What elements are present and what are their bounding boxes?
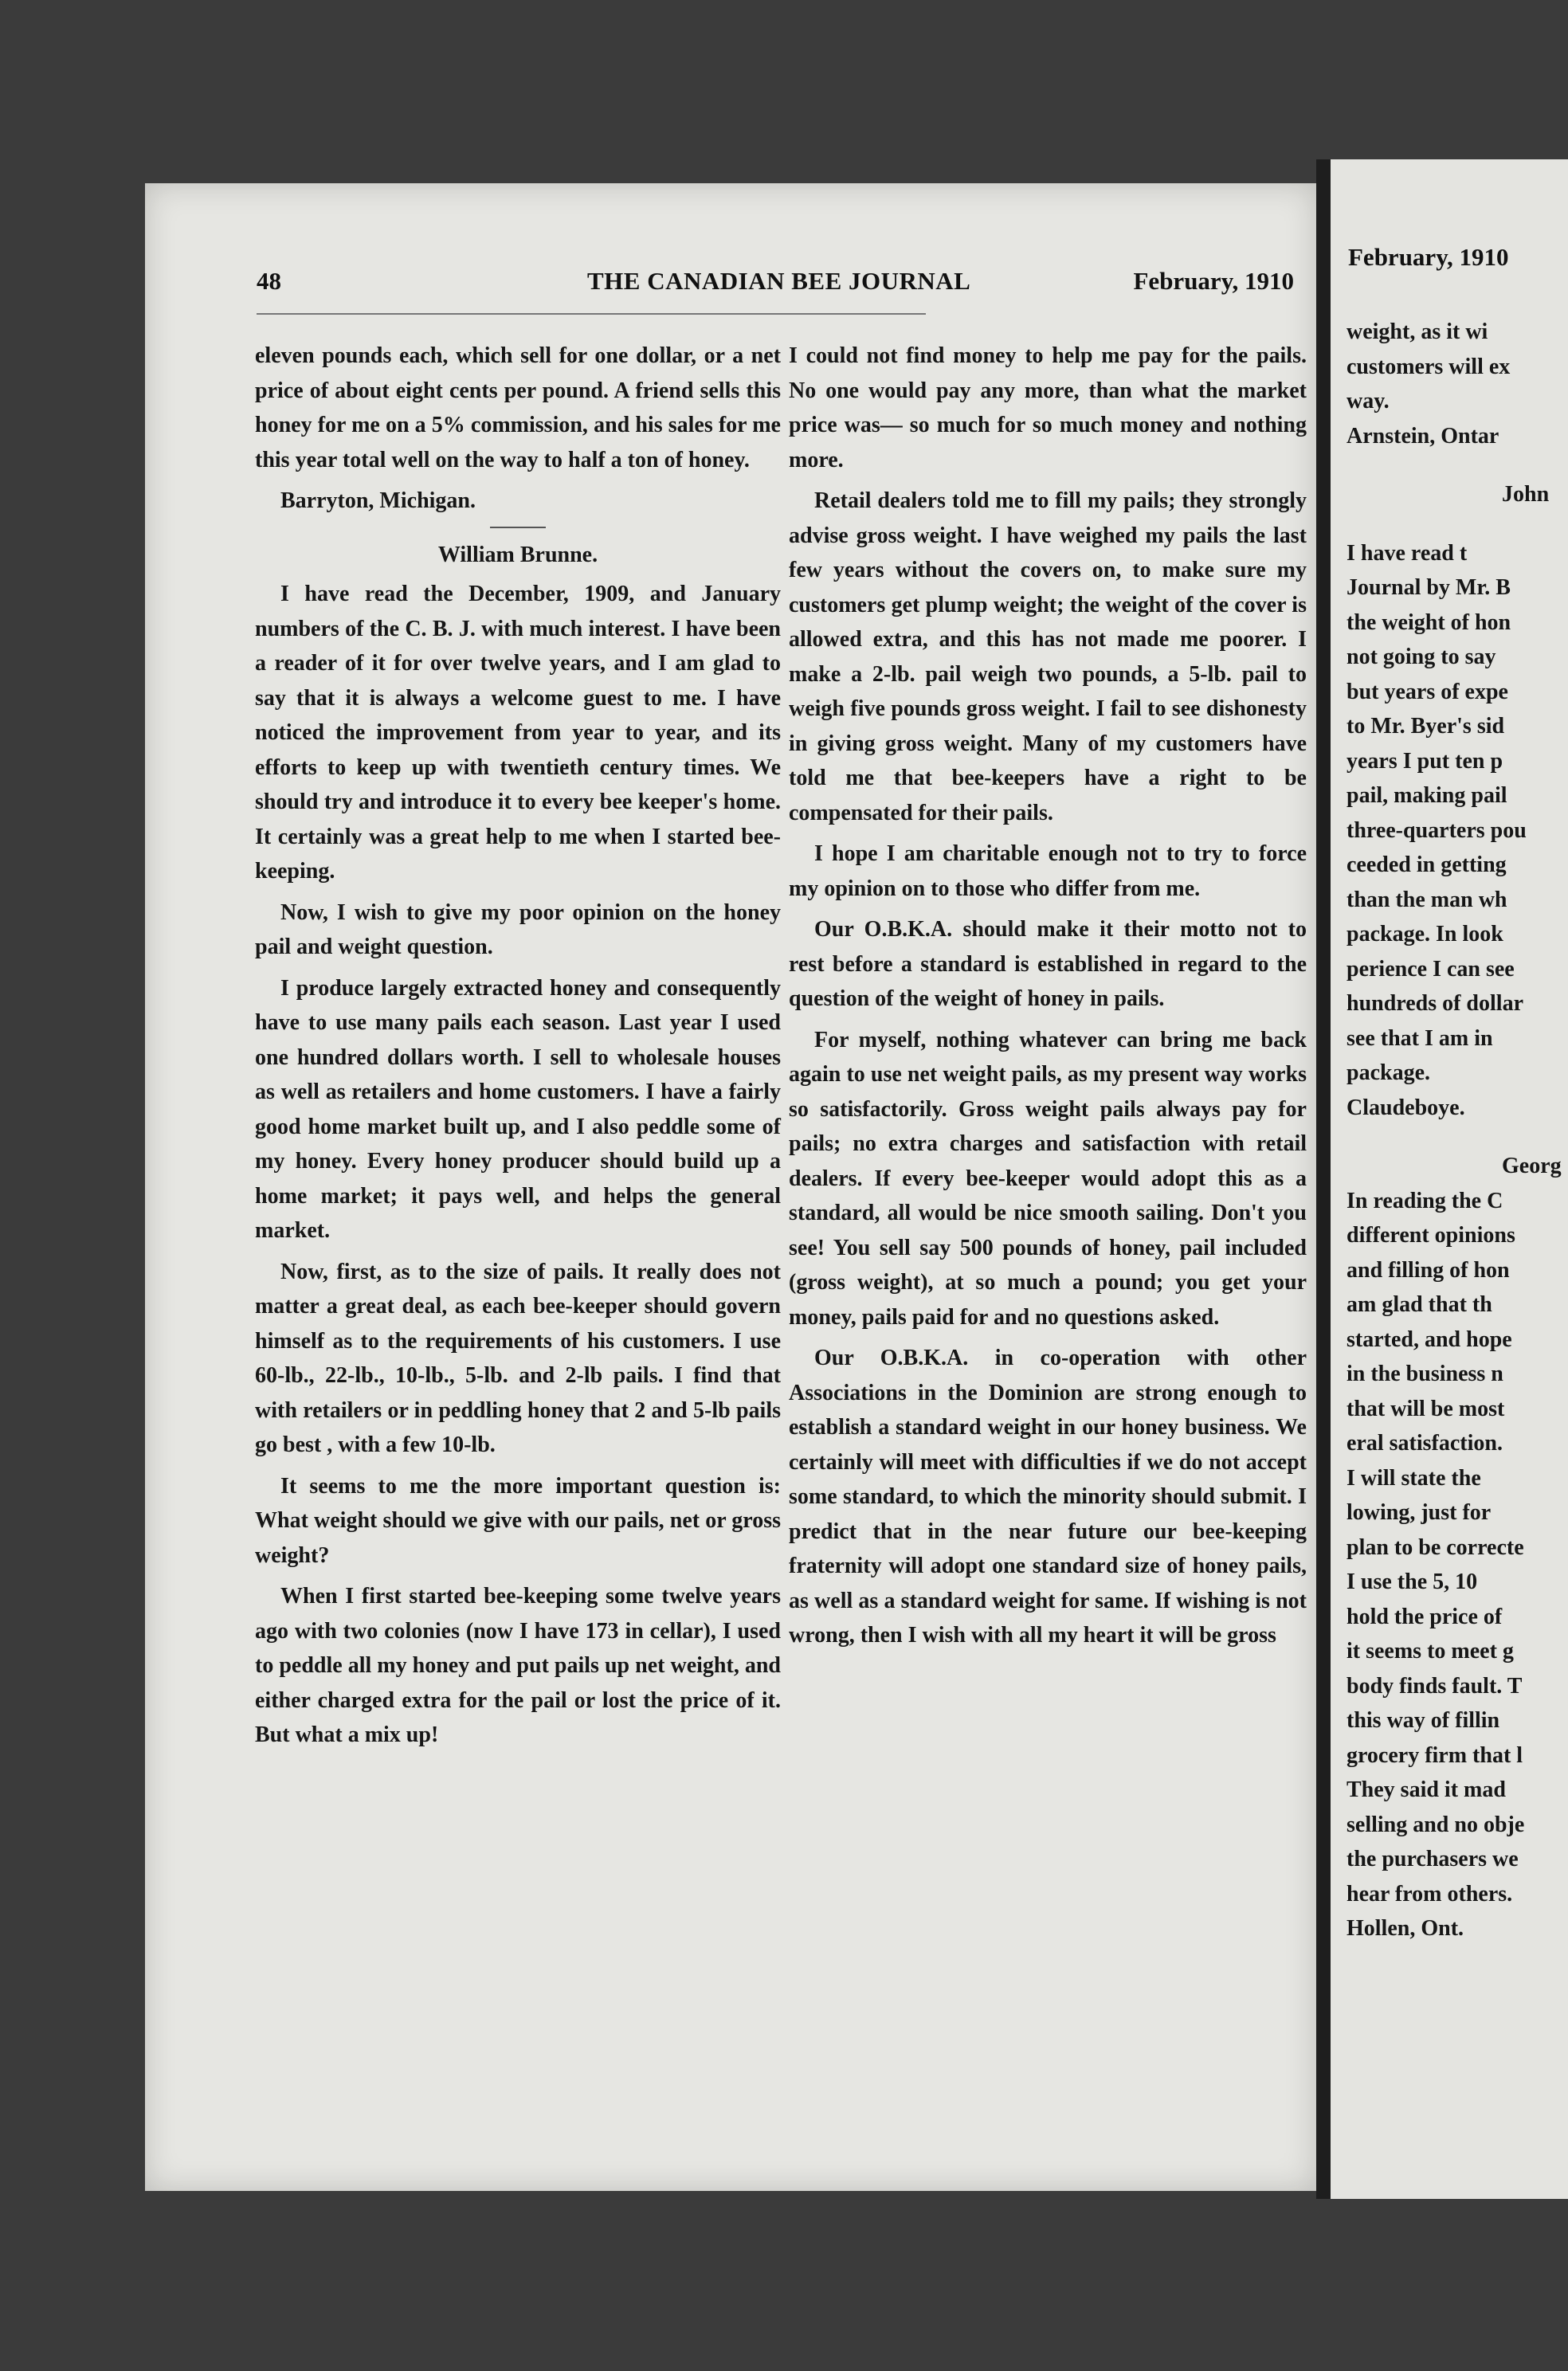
- paragraph: I have read the December, 1909, and January numbers of the C. B. J. with much interest. I have been a reader of it for over twelve years, and I am glad to say that it is always a welcome guest to me. I have noticed the improvement from year to year, and its efforts to keep up with twentieth century times. We should try and introduce it to every bee keeper's home. It certainly was a great help to me when I started bee-keeping.: [255, 582, 781, 884]
- text-line: to Mr. Byer's sid: [1347, 714, 1505, 739]
- paragraph: It seems to me the more important question is: What weight should we give with our pails, net or gross weight?: [255, 1473, 781, 1568]
- text-line: am glad that th: [1347, 1292, 1492, 1317]
- text-line: package.: [1347, 1060, 1430, 1085]
- text-line: pail, making pail: [1347, 783, 1507, 808]
- text-line: lowing, just for: [1347, 1500, 1492, 1525]
- text-line: perience I can see: [1347, 956, 1515, 982]
- text-line: I have read t: [1347, 540, 1468, 566]
- text-line: I use the 5, 10: [1347, 1570, 1478, 1594]
- paragraph: Now, first, as to the size of pails. It really does not matter a great deal, as each bee-keeper should govern himself as to the requirements of his customers. I use 60-lb., 22-lb., 10-lb., 5-lb. and 2-lb pails. I find that with retailers or in peddling honey that 2 and 5-lb pails go best , with a few 10-lb.: [255, 1259, 781, 1457]
- text-line: in the business n: [1347, 1362, 1503, 1386]
- text-line: hear from others.: [1347, 1881, 1513, 1907]
- text-line: different opinions: [1347, 1223, 1515, 1248]
- page-number: 48: [257, 267, 281, 295]
- paragraph: Retail dealers told me to fill my pails; they strongly advise gross weight. I have weighed my pails the last few years without the covers on, to make sure my customers get plump weight; the weight of the cover is allowed extra, and this has not made me poorer. I make a 2-lb. pail weigh two pounds, a 5-lb. pail to weigh five pounds gross weight. I fail to see dishonesty in giving gross weight. Many of my customers have told me that bee-keepers have a right to be compensated for their pails.: [789, 488, 1307, 825]
- byline: William Brunne.: [437, 542, 598, 567]
- text-line: plan to be correcte: [1347, 1534, 1524, 1560]
- paragraph: Our O.B.K.A. in co-operation with other Associations in the Dominion are strong enough to establish a standard weight in our honey business. We certainly will meet with difficulties if we do not accept some standard, to which the minority should submit. I predict that in the near future our bee-keeping fraternity will adopt one standard size of honey pails, as well as a standard weight for same. If wishing is not wrong, then I wish with all my heart it will be gross: [789, 1346, 1307, 1648]
- page-header: [257, 267, 1308, 315]
- right-page-date: February, 1910: [1348, 243, 1509, 271]
- text-line: started, and hope: [1347, 1327, 1512, 1352]
- text-line: it seems to meet g: [1347, 1639, 1514, 1664]
- left-page: [145, 183, 1316, 2191]
- text-line: way.: [1347, 389, 1390, 413]
- text-line: Arnstein, Ontar: [1347, 423, 1499, 449]
- text-line: and filling of hon: [1347, 1257, 1510, 1283]
- text-line: Journal by Mr. B: [1347, 575, 1511, 600]
- text-line: not going to say: [1347, 645, 1496, 669]
- text-line: the weight of hon: [1347, 609, 1511, 635]
- text-column-right: [789, 339, 1307, 1660]
- header-rule: [257, 313, 926, 315]
- text-line: [1347, 512, 1568, 536]
- text-line: three-quarters pou: [1347, 817, 1527, 843]
- text-line: than the man wh: [1347, 887, 1507, 912]
- text-line: weight, as it wi: [1347, 319, 1488, 344]
- text-line: Georg: [1502, 1154, 1562, 1178]
- text-column-left: [255, 339, 781, 1759]
- text-line: They said it mad: [1347, 1777, 1506, 1802]
- paragraph: eleven pounds each, which sell for one dollar, or a net price of about eight cents per pound. A friend sells this honey for me on a 5% commission, and his sales for me this year total well on the way to half a ton of honey.: [255, 343, 781, 472]
- paragraph: When I first started bee-keeping some twelve years ago with two colonies (now I have 173 in cellar), I used to peddle all my honey and put pails up net weight, and either charged extra for the pail or lost the price of it. But what a mix up!: [255, 1584, 781, 1747]
- paragraph: Now, I wish to give my poor opinion on the honey pail and weight question.: [255, 899, 781, 959]
- section-separator: [490, 527, 546, 528]
- paragraph: I produce largely extracted honey and consequently have to use many pails each season. Last year I used one hundred dollars worth. I sell to wholesale houses as well as retailers and home customers. I have a fairly good home market built up, and I also peddle some of my honey. Every honey producer should build up a home market; it pays well, and helps the general market.: [255, 975, 781, 1243]
- text-line: eral satisfaction.: [1347, 1431, 1503, 1456]
- issue-date: February, 1910: [1133, 267, 1294, 295]
- text-line: body finds fault. T: [1347, 1673, 1523, 1699]
- text-line: John: [1502, 482, 1550, 507]
- right-page-partial: [1331, 159, 1568, 2199]
- text-line: see that I am in: [1347, 1025, 1493, 1051]
- paragraph: I could not find money to help me pay for the pails. No one would pay any more, than what the market price was— so much for so much money and nothing more.: [789, 343, 1307, 472]
- right-page-text: [1347, 315, 1568, 1946]
- text-line: I will state the: [1347, 1465, 1481, 1491]
- text-line: [1347, 453, 1568, 477]
- journal-title: THE CANADIAN BEE JOURNAL: [587, 267, 971, 295]
- text-line: hold the price of: [1347, 1604, 1503, 1629]
- text-line: hundreds of dollar: [1347, 991, 1523, 1016]
- text-line: this way of fillin: [1347, 1708, 1500, 1733]
- text-line: years I put ten p: [1347, 748, 1503, 774]
- paragraph: Barryton, Michigan.: [280, 488, 476, 513]
- paragraph: For myself, nothing whatever can bring me back again to use net weight pails, as my present way works so satisfactorily. Gross weight pails always pay for pails; no extra charges and satisfaction with retail dealers. If every bee-keeper would adopt this as a standard, all would be nice smooth sailing. Don't you see! You sell say 500 pounds of honey, pail included (gross weight), at so much a pound; you get your money, pails paid for and no questions asked.: [789, 1027, 1307, 1330]
- text-line: grocery firm that l: [1347, 1742, 1523, 1768]
- text-line: but years of expe: [1347, 679, 1508, 704]
- text-line: [1347, 1125, 1568, 1149]
- text-line: that will be most: [1347, 1396, 1505, 1421]
- paragraph: Our O.B.K.A. should make it their motto not to rest before a standard is established in regard to the question of the weight of honey in pails.: [789, 917, 1307, 1011]
- text-line: customers will ex: [1347, 354, 1511, 379]
- text-line: Hollen, Ont.: [1347, 1916, 1464, 1941]
- text-line: the purchasers we: [1347, 1847, 1519, 1871]
- paragraph: I hope I am charitable enough not to try to force my opinion on to those who differ from me.: [789, 841, 1307, 901]
- text-line: Claudeboye.: [1347, 1095, 1465, 1120]
- text-line: package. In look: [1347, 922, 1503, 946]
- page-gutter: [1316, 159, 1331, 2199]
- text-line: ceeded in getting: [1347, 852, 1507, 877]
- text-line: selling and no obje: [1347, 1812, 1525, 1837]
- text-line: In reading the C: [1347, 1188, 1503, 1213]
